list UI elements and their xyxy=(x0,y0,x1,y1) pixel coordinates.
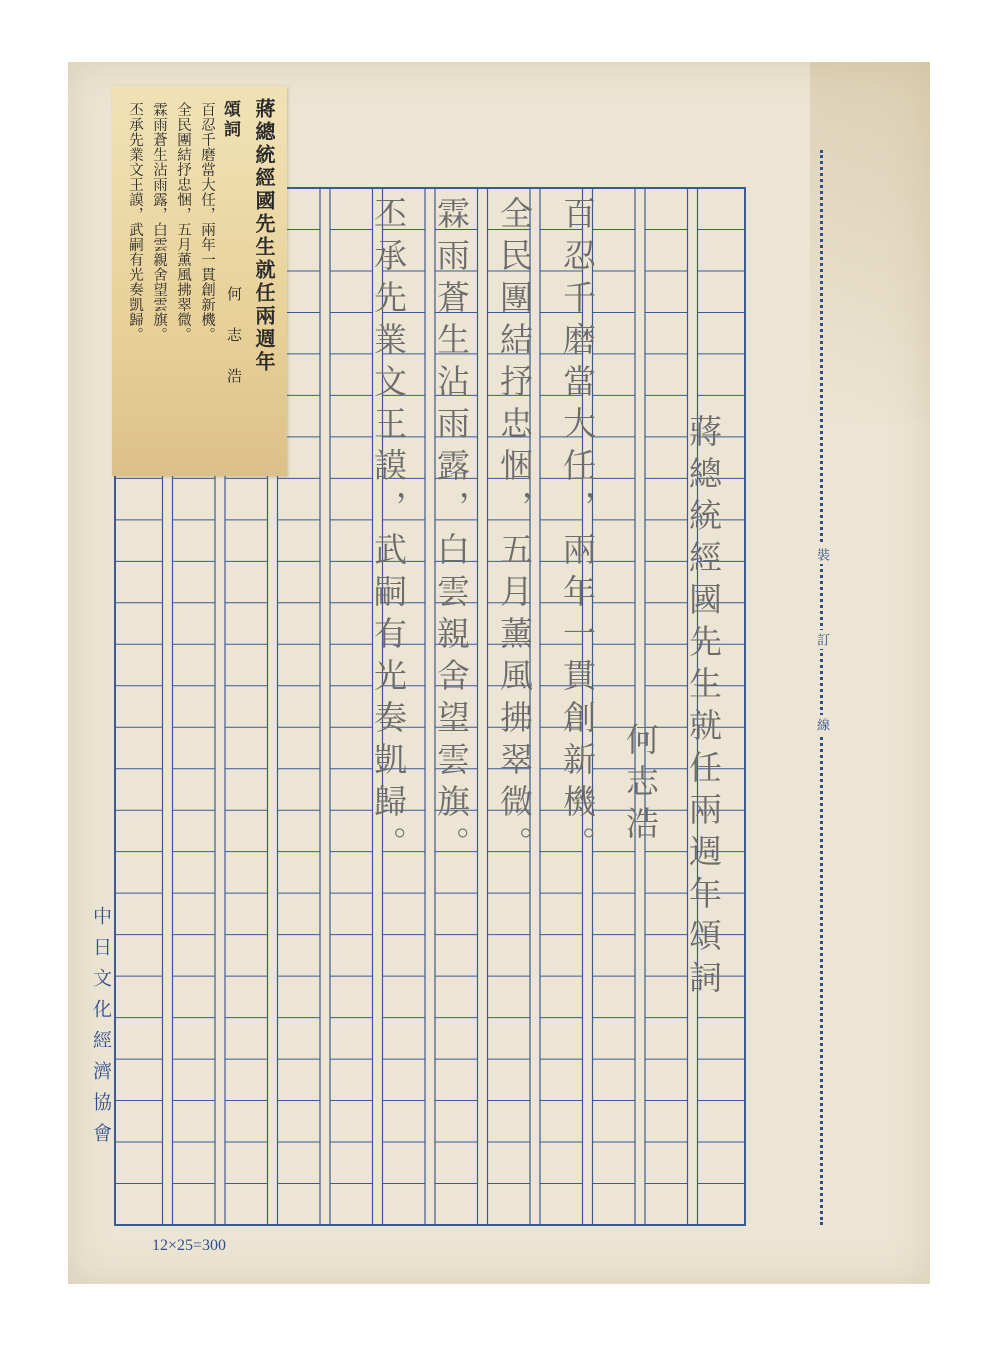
newspaper-clipping xyxy=(112,86,287,476)
clipping-line: 霖雨蒼生沾雨露，白雲親舍望雲旗。 xyxy=(151,102,167,342)
handwritten-author: 何志浩 xyxy=(621,722,660,848)
handwritten-title: 蔣總統經國先生就任兩週年頌詞 xyxy=(684,414,723,1002)
clipping-line: 百忍千磨當大任，兩年一貫創新機。 xyxy=(199,102,215,342)
binding-line xyxy=(820,150,823,1225)
clipping-subtitle: 頌詞 xyxy=(220,100,240,140)
binding-label: 訂 xyxy=(812,630,831,649)
clipping-line: 全民團結抒忠悃，五月薰風拂翠微。 xyxy=(175,102,191,342)
handwritten-line: 全民團結抒忠悃，五月薰風拂翠微。 xyxy=(495,196,534,868)
clipping-author: 何 志 浩 xyxy=(225,286,243,387)
grid-format-label: 12×25=300 xyxy=(152,1237,227,1254)
clipping-title: 蔣總統經國先生就任兩週年 xyxy=(252,98,276,374)
clipping-line: 丕承先業文王謨，武嗣有光奏凱歸。 xyxy=(127,102,143,342)
binding-label: 裝 xyxy=(812,545,831,564)
handwritten-line: 百忍千磨當大任，兩年一貫創新機。 xyxy=(558,196,597,868)
handwritten-line: 霖雨蒼生沾雨露，白雲親舍望雲旗。 xyxy=(432,196,471,868)
handwritten-line: 丕承先業文王謨，武嗣有光奏凱歸。 xyxy=(369,196,408,868)
publisher-name: 中日文化經濟協會 xyxy=(90,906,112,1154)
binding-label: 線 xyxy=(812,715,831,734)
